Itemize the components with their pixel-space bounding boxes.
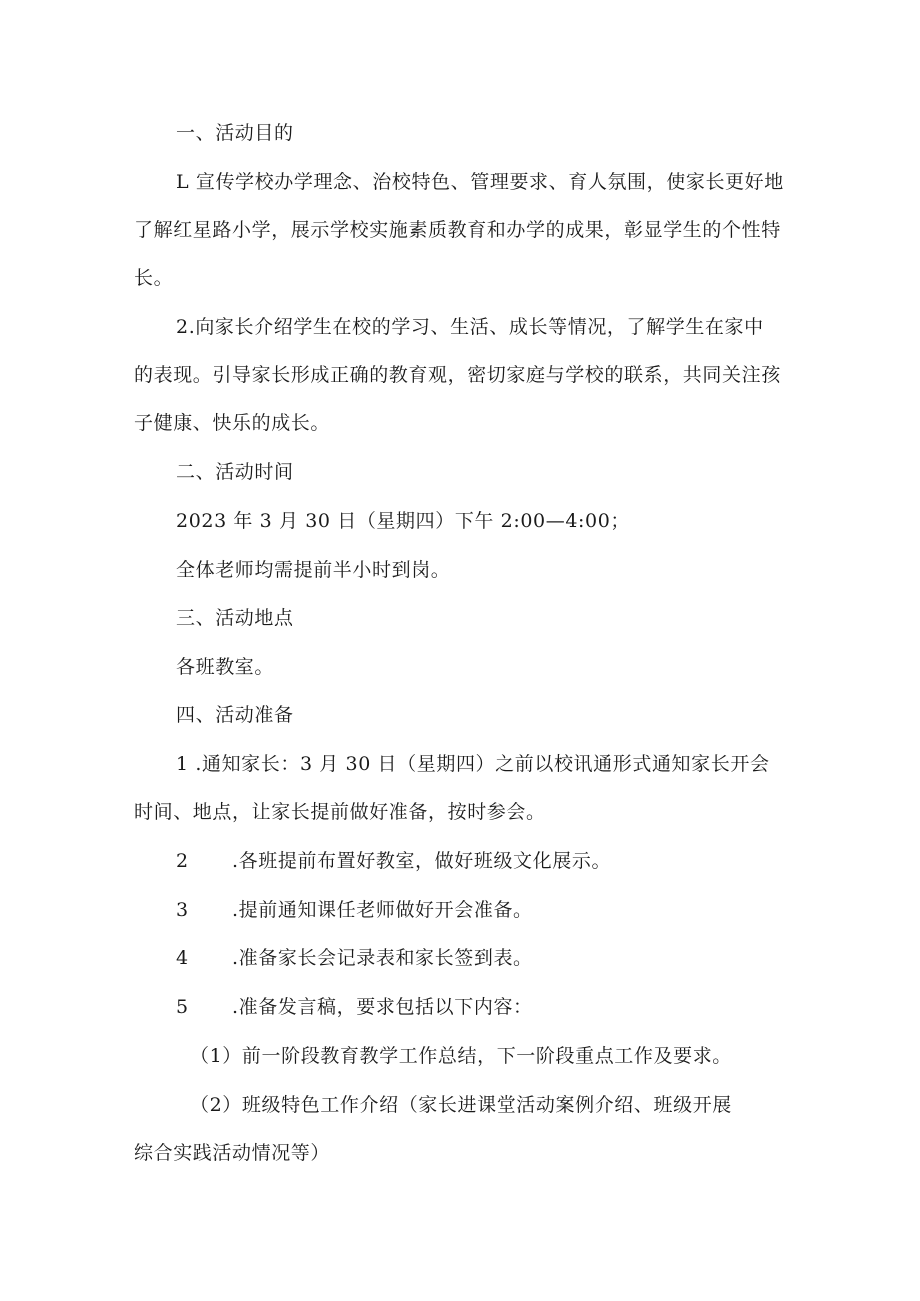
paragraph-line: 子健康、快乐的成长。	[134, 412, 331, 434]
paragraph-line: 长。	[134, 267, 174, 289]
list-item-text: .提前通知课任老师做好开会准备。	[232, 899, 533, 921]
list-item	[176, 849, 611, 873]
list-item	[176, 946, 533, 970]
paragraph-line: 了解红星路小学，展示学校实施素质教育和办学的成果，彰显学生的个性特	[134, 219, 781, 241]
place-line: 各班教室。	[176, 656, 275, 678]
list-item	[176, 995, 533, 1019]
list-item-number: 2	[176, 850, 189, 872]
list-item-line: 时间、地点，让家长提前做好准备，按时参会。	[134, 801, 546, 823]
section-heading-purpose: 一、活动目的	[176, 122, 294, 144]
list-item-number: 5	[176, 996, 189, 1018]
paragraph-line: L 宣传学校办学理念、治校特色、管理要求、育人氛围，使家长更好地	[176, 171, 784, 193]
sub-item-line: （1）前一阶段教育教学工作总结，下一阶段重点工作及要求。	[190, 1045, 732, 1067]
time-line: 2023 年 3 月 30 日（星期四）下午 2:00—4:00；	[176, 510, 630, 532]
section-heading-time: 二、活动时间	[176, 461, 294, 483]
list-item	[176, 898, 533, 922]
list-item-text: .准备家长会记录表和家长签到表。	[232, 947, 533, 969]
section-heading-preparation: 四、活动准备	[176, 704, 294, 726]
list-item-line: 1 .通知家长：3 月 30 日（星期四）之前以校讯通形式通知家长开会	[176, 753, 770, 775]
sub-item-line: 综合实践活动情况等）	[134, 1142, 331, 1164]
section-heading-place: 三、活动地点	[176, 607, 294, 629]
list-item-text: .各班提前布置好教室，做好班级文化展示。	[232, 850, 612, 872]
list-item-text: .准备发言稿，要求包括以下内容：	[232, 996, 533, 1018]
paragraph-line: 2.向家长介绍学生在校的学习、生活、成长等情况，了解学生在家中	[176, 316, 764, 338]
list-item-number: 4	[176, 947, 189, 969]
list-item-number: 3	[176, 899, 189, 921]
sub-item-line: （2）班级特色工作介绍（家长进课堂活动案例介绍、班级开展	[190, 1094, 732, 1116]
note-line: 全体老师均需提前半小时到岗。	[176, 559, 451, 581]
paragraph-line: 的表现。引导家长形成正确的教育观，密切家庭与学校的联系，共同关注孩	[134, 364, 781, 386]
